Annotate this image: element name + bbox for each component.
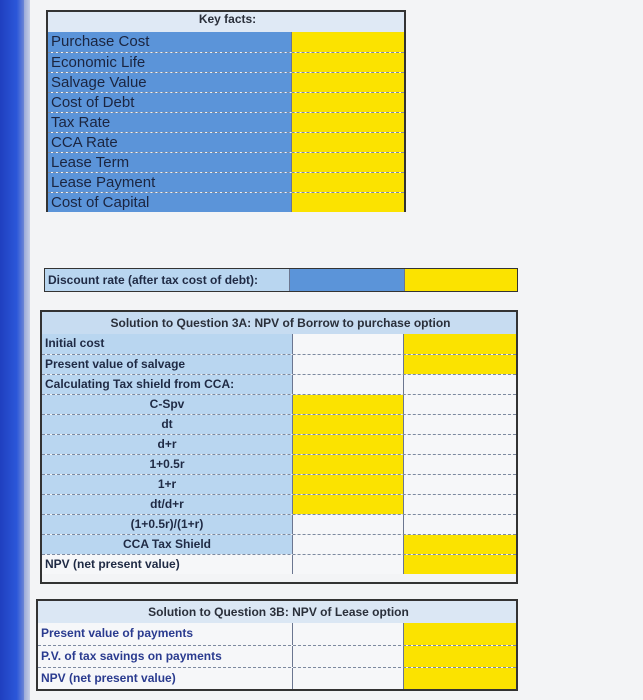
initial-cost-label-value [292,334,403,354]
npv-label-value [292,555,403,574]
lease-row-label: NPV (net present value) [38,668,292,689]
table-row [42,434,516,454]
formula-label-value[interactable] [292,395,403,414]
tax-shield-heading-value [292,375,403,394]
table-row [42,374,516,394]
table-row [42,394,516,414]
key-fact-input[interactable] [291,193,404,212]
table-row [48,52,404,72]
formula-label-result[interactable] [403,535,516,554]
formula-label: 1+0.5r [42,455,292,474]
formula-label: d+r [42,435,292,454]
initial-cost-label: Initial cost [42,334,292,354]
key-fact-input[interactable] [291,153,404,172]
discount-rate-label: Discount rate (after tax cost of debt): [45,269,289,291]
npv-label: NPV (net present value) [42,555,292,574]
formula-label-result [403,495,516,514]
formula-label-result [403,475,516,494]
formula-label: 1+r [42,475,292,494]
table-row [48,152,404,172]
formula-label: dt/d+r [42,495,292,514]
table-row [42,334,516,354]
table-row [42,514,516,534]
formula-label-value[interactable] [292,435,403,454]
pv-salvage-label-result[interactable] [403,355,516,374]
formula-label-value[interactable] [292,495,403,514]
formula-label: (1+0.5r)/(1+r) [42,515,292,534]
formula-label-value[interactable] [292,415,403,434]
key-fact-input[interactable] [291,133,404,152]
formula-label-result [403,515,516,534]
table-row [48,32,404,52]
tax-shield-heading-result [403,375,516,394]
formula-label: dt [42,415,292,434]
lease-row-input[interactable] [403,623,516,645]
lease-row-label: Present value of payments [38,623,292,645]
table-row [42,354,516,374]
key-facts-title: Key facts: [48,12,404,32]
table-row [42,554,516,574]
table-row [48,92,404,112]
q3b-title: Solution to Question 3B: NPV of Lease option [38,601,516,623]
discount-rate-blue-cell[interactable] [289,269,404,291]
key-fact-input[interactable] [291,93,404,112]
key-fact-input[interactable] [291,53,404,72]
lease-row-value [292,623,403,645]
formula-label-result [403,395,516,414]
key-facts-table [46,10,406,212]
lease-row-value [292,668,403,689]
table-row [42,454,516,474]
table-row [42,534,516,554]
key-fact-input[interactable] [291,173,404,192]
formula-label-value [292,535,403,554]
discount-rate-table [44,268,518,292]
table-row [48,192,404,212]
formula-label-result [403,415,516,434]
table-row [48,132,404,152]
pv-salvage-label: Present value of salvage [42,355,292,374]
key-fact-label: Lease Payment [48,173,291,192]
question-3a-table [40,310,518,584]
table-row [48,112,404,132]
question-3b-table [36,599,518,691]
table-row [42,474,516,494]
formula-label-value [292,515,403,534]
key-fact-label: Purchase Cost [48,32,291,52]
key-fact-label: Cost of Debt [48,93,291,112]
formula-label-result [403,455,516,474]
key-fact-label: Salvage Value [48,73,291,92]
table-row [48,172,404,192]
table-row [48,72,404,92]
q3a-title: Solution to Question 3A: NPV of Borrow to purchase option [42,312,516,334]
formula-label-result [403,435,516,454]
pv-salvage-label-value [292,355,403,374]
formula-label: CCA Tax Shield [42,535,292,554]
table-row [42,494,516,514]
formula-label-value[interactable] [292,475,403,494]
table-row [42,414,516,434]
lease-row-value [292,646,403,667]
table-row [38,623,516,645]
formula-label-value[interactable] [292,455,403,474]
key-fact-input[interactable] [291,73,404,92]
npv-label-result[interactable] [403,555,516,574]
key-fact-label: CCA Rate [48,133,291,152]
key-facts-header-row [48,12,404,32]
initial-cost-label-result[interactable] [403,334,516,354]
key-fact-input[interactable] [291,113,404,132]
key-fact-label: Cost of Capital [48,193,291,212]
discount-rate-input[interactable] [404,269,517,291]
key-fact-label: Lease Term [48,153,291,172]
table-row [38,667,516,689]
tax-shield-heading: Calculating Tax shield from CCA: [42,375,292,394]
key-fact-label: Economic Life [48,53,291,72]
lease-row-input[interactable] [403,646,516,667]
lease-row-input[interactable] [403,668,516,689]
key-fact-input[interactable] [291,32,404,52]
table-row [38,645,516,667]
key-fact-label: Tax Rate [48,113,291,132]
formula-label: C-Spv [42,395,292,414]
lease-row-label: P.V. of tax savings on payments [38,646,292,667]
screen-left-edge [0,0,24,700]
